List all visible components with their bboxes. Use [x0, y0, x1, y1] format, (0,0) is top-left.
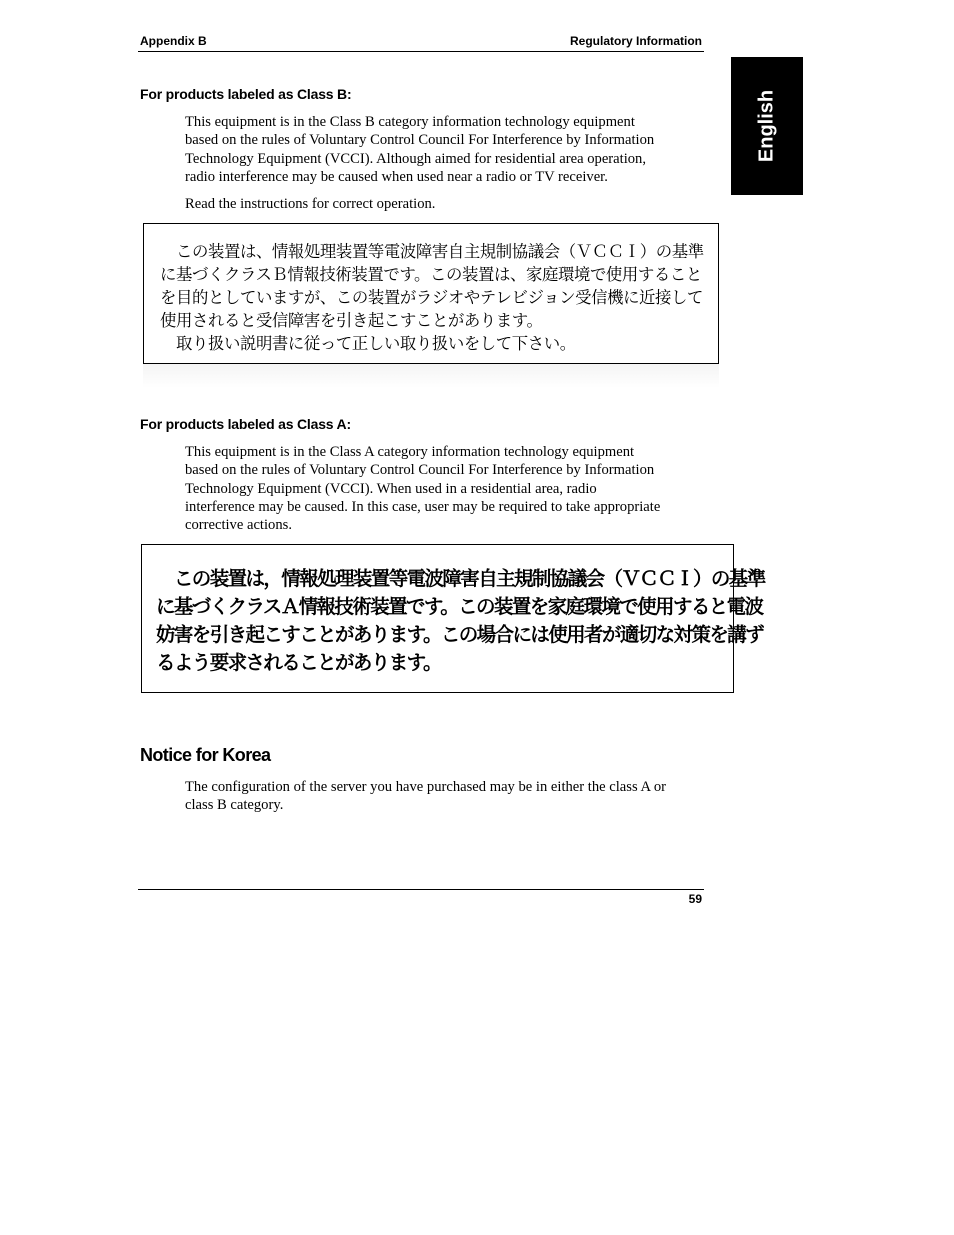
class-a-line: Technology Equipment (VCCI). When used in a residential area, radio: [185, 480, 597, 497]
class-b-line: radio interference may be caused when used near a radio or TV receiver.: [185, 168, 608, 185]
korea-line: The configuration of the server you have purchased may be in either the class A or: [185, 779, 667, 795]
class-b-heading: For products labeled as Class B:: [140, 86, 352, 102]
class-b-japanese-line: 取り扱い説明書に従って正しい取り扱いをして下さい。: [160, 334, 576, 353]
header-section-label: Appendix B: [140, 34, 207, 48]
class-a-japanese-line: 妨害を引き起こすことがあります。この場合には使用者が適切な対策を講ず: [156, 623, 764, 646]
class-a-line: corrective actions.: [185, 517, 292, 534]
class-b-note: Read the instructions for correct operation.: [185, 196, 436, 212]
class-a-japanese-notice: [141, 544, 765, 693]
class-a-japanese-line: に基づくクラスＡ情報技術装置です。この装置を家庭環境で使用すると電波: [156, 595, 763, 618]
language-tab: [731, 57, 803, 195]
header-chapter-title: Regulatory Information: [569, 34, 702, 48]
class-b-line: Technology Equipment (VCCI). Although aimed for residential area operation,: [185, 150, 646, 167]
class-b-japanese-line: 使用されると受信障害を引き起こすことがあります。: [160, 311, 543, 330]
class-a-heading: For products labeled as Class A:: [140, 416, 351, 432]
class-a-japanese-line: この装置は，情報処理装置等電波障害自主規制協議会（ＶＣＣＩ）の基準: [156, 567, 765, 590]
header-rule: [138, 51, 704, 52]
scan-shadow: [143, 364, 719, 388]
class-b-japanese-line: を目的としていますが、この装置がラジオやテレビジョン受信機に近接して: [160, 288, 704, 307]
korea-section-title: Notice for Korea: [140, 745, 271, 765]
language-tab-label: English: [755, 89, 778, 163]
class-b-japanese-line: に基づくクラスＢ情報技術装置です。この装置は、家庭環境で使用すること: [160, 265, 702, 284]
footer-rule: [138, 889, 704, 890]
class-b-paragraph: [185, 113, 705, 186]
class-a-line: This equipment is in the Class A category information technology equipment: [185, 444, 635, 460]
korea-paragraph: [185, 778, 705, 815]
class-b-line: This equipment is in the Class B category information technology equipment: [185, 114, 635, 130]
class-a-paragraph: [185, 443, 705, 534]
class-b-japanese-notice: [143, 223, 719, 364]
class-a-japanese-line: るよう要求されることがあります。: [156, 651, 441, 674]
class-b-line: based on the rules of Voluntary Control Council For Interference by Information: [185, 132, 655, 149]
class-a-line: interference may be caused. In this case, user may be required to take appropriate: [185, 498, 661, 515]
korea-line: class B category.: [185, 797, 284, 814]
class-a-line: based on the rules of Voluntary Control Council For Interference by Information: [185, 462, 655, 479]
page-number: 59: [688, 892, 702, 906]
class-b-japanese-line: この装置は、情報処理装置等電波障害自主規制協議会（ＶＣＣＩ）の基準: [160, 242, 704, 261]
